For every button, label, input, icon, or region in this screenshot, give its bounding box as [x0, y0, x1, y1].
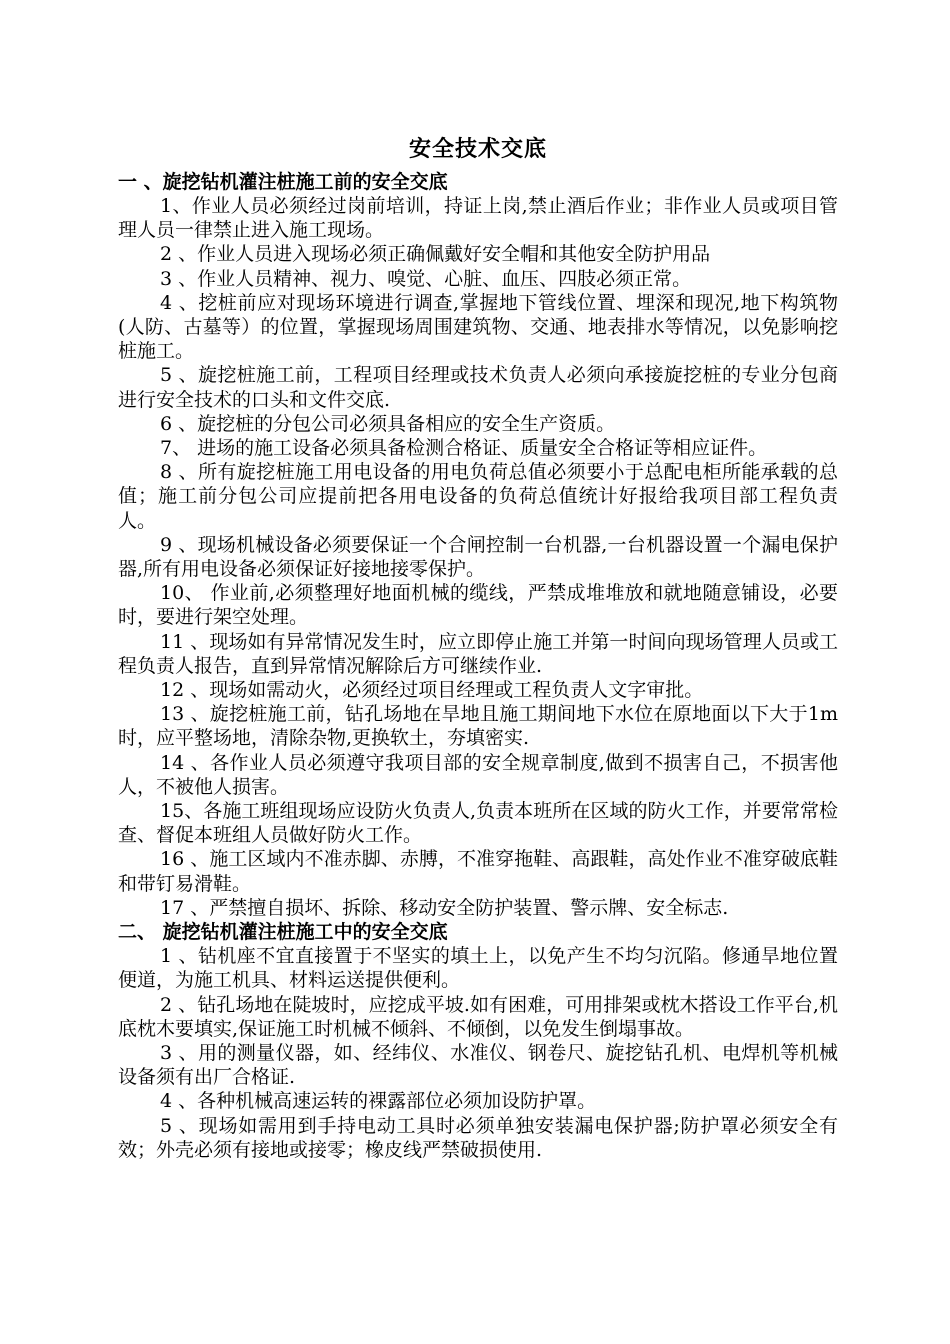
list-item: 17 、严禁擅自损坏、拆除、移动安全防护装置、警示牌、安全标志.: [160, 896, 729, 919]
list-item: 16 、施工区域内不准赤脚、赤膊，不准穿拖鞋、高跟鞋，高处作业不准穿破底鞋和带钉易滑鞋。: [118, 848, 838, 895]
list-item: 9 、现场机械设备必须要保证一个合闸控制一台机器,一台机器设置一个漏电保护器,所有用电设备必须保证好接地接零保护。: [118, 533, 838, 581]
list-item: 7、 进场的施工设备必须具备检测合格证、质量安全合格证等相应证件。: [160, 437, 768, 460]
section-heading: 二、 旋挖钻机灌注桩施工中的安全交底: [118, 921, 448, 944]
section-1: [118, 170, 838, 920]
section-heading: 一 、旋挖钻机灌注桩施工前的安全交底: [118, 171, 448, 193]
list-item: 10、 作业前,必须整理好地面机械的缆线，严禁成堆堆放和就地随意铺设，必要时，要进行架空处理。: [118, 582, 838, 629]
list-item: 6 、旋挖桩的分包公司必须具备相应的安全生产资质。: [160, 412, 616, 435]
section-2: [118, 920, 838, 1162]
list-item: 2 、作业人员进入现场必须正确佩戴好安全帽和其他安全防护用品: [160, 243, 711, 266]
document-title: 安全技术交底: [408, 137, 547, 162]
list-item: 2 、钻孔场地在陡坡时，应挖成平坡.如有困难，可用排架或枕木搭设工作平台,机底枕木要填实,保证施工时机械不倾斜、不倾倒，以免发生倒塌事故。: [118, 993, 838, 1040]
list-item: 4 、各种机械高速运转的裸露部位必须加设防护罩。: [160, 1090, 597, 1113]
list-item: 5 、现场如需用到手持电动工具时必须单独安装漏电保护器;防护罩必须安全有效；外壳必须有接地或接零；橡皮线严禁破损使用.: [118, 1114, 838, 1161]
list-item: 11 、现场如有异常情况发生时，应立即停止施工并第一时间向现场管理人员或工程负责人报告，直到异常情况解除后方可继续作业.: [118, 630, 838, 677]
list-item: 13 、旋挖桩施工前，钻孔场地在旱地且施工期间地下水位在原地面以下大于1m时，应平整场地，清除杂物,更换软土，夯填密实.: [118, 703, 838, 750]
list-item: 5 、旋挖桩施工前，工程项目经理或技术负责人必须向承接旋挖桩的专业分包商进行安全技术的口头和文件交底.: [118, 364, 838, 411]
list-item: 1 、钻机座不宜直接置于不坚实的填土上，以免产生不均匀沉陷。修通旱地位置便道，为施工机具、材料运送提供便利。: [118, 945, 838, 992]
list-item: 3 、作业人员精神、视力、嗅觉、心脏、血压、四肢必须正常。: [160, 267, 692, 290]
list-item: 3 、用的测量仪器，如、经纬仪、水准仪、钢卷尺、旋挖钻孔机、电焊机等机械设备须有出厂合格证.: [118, 1041, 838, 1089]
list-item: 15、各施工班组现场应设防火负责人,负责本班所在区域的防火工作，并要常常检查、督促本班组人员做好防火工作。: [118, 800, 838, 847]
list-item: 8 、所有旋挖桩施工用电设备的用电负荷总值必须要小于总配电柜所能承载的总值；施工前分包公司应提前把各用电设备的负荷总值统计好报给我项目部工程负责人。: [118, 461, 838, 532]
document-page: [118, 130, 838, 1162]
list-item: 12 、现场如需动火，必须经过项目经理或工程负责人文字审批。: [160, 679, 704, 702]
list-item: 1、作业人员必须经过岗前培训，持证上岗,禁止酒后作业；非作业人员或项目管理人员一律禁止进入施工现场。: [118, 195, 838, 242]
list-item: 4 、挖桩前应对现场环境进行调查,掌握地下管线位置、埋深和现况,地下构筑物(人防、古墓等）的位置，掌握现场周围建筑物、交通、地表排水等情况，以免影响挖桩施工。: [118, 291, 838, 363]
list-item: 14 、各作业人员必须遵守我项目部的安全规章制度,做到不损害自己，不损害他人，不被他人损害。: [118, 751, 838, 798]
